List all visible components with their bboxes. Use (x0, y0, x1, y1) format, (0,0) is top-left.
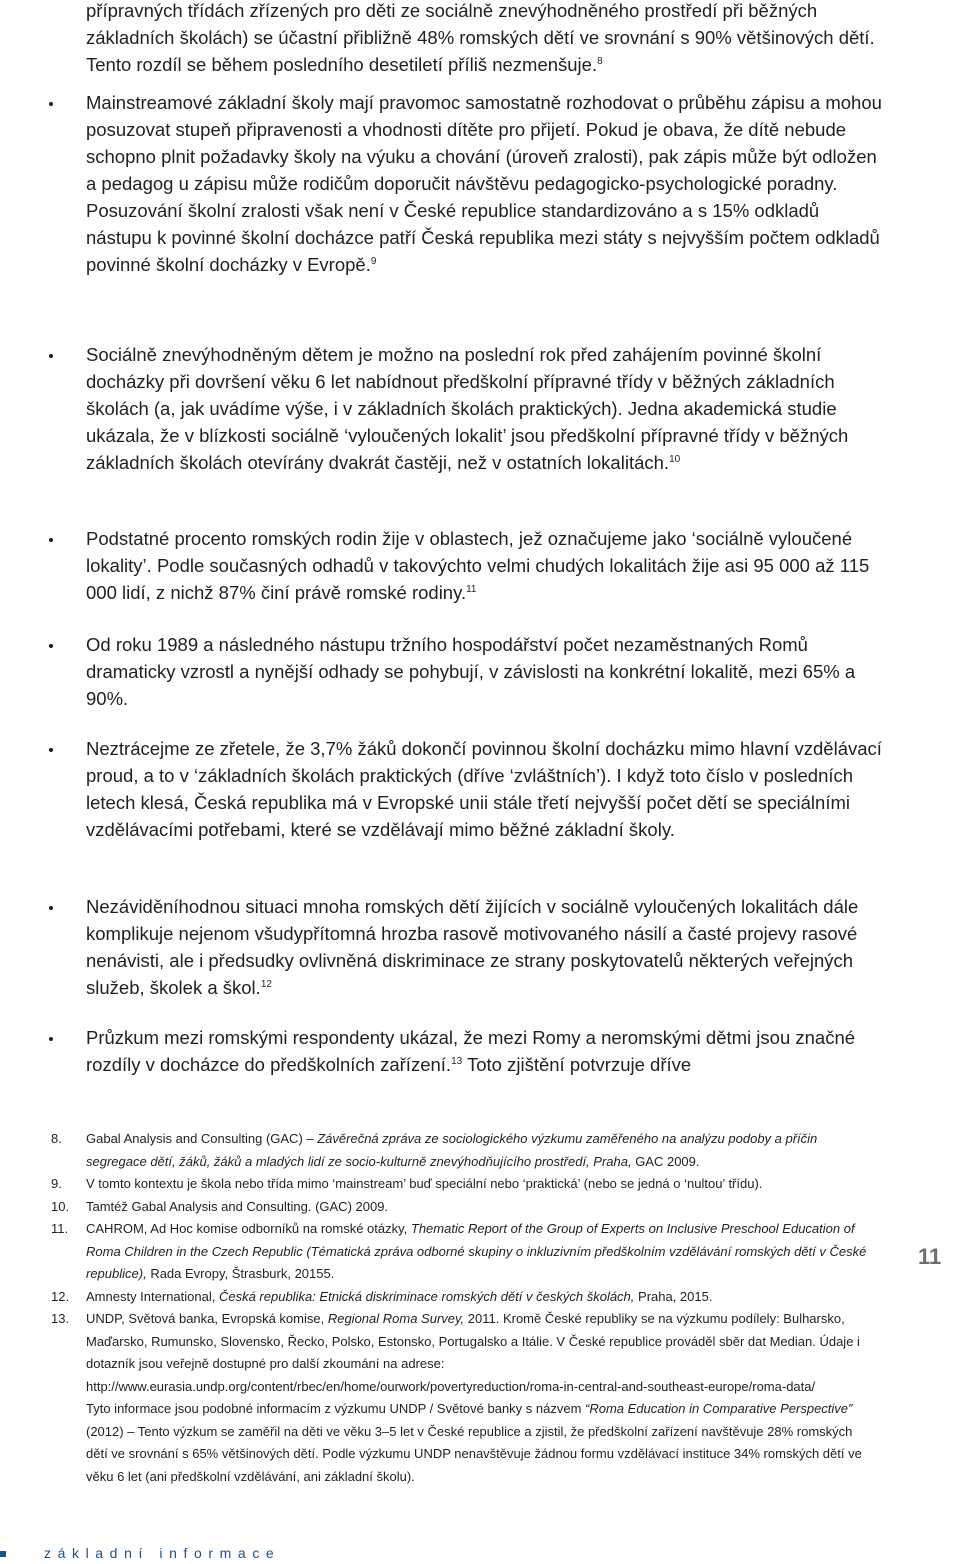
footnote-post: Rada Evropy, Štrasburk, 20155. (146, 1266, 335, 1281)
lead-text: přípravných třídách zřízených pro děti ze sociálně znevýhodněného prostředí při běžných základních školách) se účastní přibližně 48% romských dětí ve srovnání s 90% většinových dětí. Tento rozdíl se během posledního desetiletí příliš nezmenšuje. (86, 0, 875, 75)
footnote-9 (0, 1173, 960, 1196)
footnote-text (86, 1308, 876, 1488)
footnote-post: Praha, 2015. (634, 1288, 713, 1304)
footnote-extra-post: (2012) – Tento výzkum se zaměřil na děti ve věku 3–5 let v České republice a zjistil, že předškolní zařízení navštěvuje 28% romských dětí ve srovnání s 65% většinových dětí. Podle výzkumu UNDP nenavštěvuje žádnou formu vzdělávací instituce 34% romských dětí ve věku 6 let (ani předškolní vzdělávání, ani základní školu). (86, 1423, 862, 1484)
footnote-number: 9. (51, 1176, 62, 1191)
footnote-italic: Závěrečná zpráva ze sociologického výzkumu zaměřeného na analýzu podoby a příčin segregace dětí, žáků, žáků a mladých lidí ze socio-kulturně znevýhodňujícího prostředí, Praha, (86, 1131, 818, 1169)
bullet-text (86, 631, 886, 712)
bullet-text (86, 341, 886, 476)
footer-marker-icon (0, 1551, 6, 1557)
footnote-italic: Thematic Report of the Group of Experts on Inclusive Preschool Education of Roma Children in the Czech Republic (Tématická zpráva odborné skupiny o inkluzivním předškolním vzdělávání romských dětí v České republice), (86, 1221, 867, 1281)
lead-paragraph (86, 0, 886, 78)
bullet-icon (49, 538, 53, 542)
footnote-8 (0, 1128, 960, 1173)
bullet-body: Podstatné procento romských rodin žije v oblastech, jež označujeme jako ‘sociálně vyloučené lokality’. Podle současných odhadů v takovýchto velmi chudých lokalitách žije asi 95 000 až 115 000 lidí, z nichž 87% činí právě romské rodiny. (86, 528, 870, 603)
bullet-body: Nezáviděníhodnou situaci mnoha romských dětí žijících v sociálně vyloučených lokalitách dále komplikuje nejenom všudypřítomná hrozba rasově motivovaného násilí a časté projevy rasové nenávisti, ale i předsudky ovlivněná diskriminace ze strany poskytovatelů některých veřejných služeb, školek a škol. (86, 896, 859, 998)
bullet-icon (49, 906, 53, 910)
bullet-icon (49, 102, 53, 106)
page-number: 11 (918, 1244, 942, 1269)
footnote-ref: 9 (370, 255, 377, 267)
bullet-text (86, 1024, 886, 1078)
footnote-10 (0, 1196, 960, 1219)
footnote-number: 11. (51, 1221, 69, 1236)
footnote-post: 2011. Kromě České republiky se na výzkumu podílely: Bulharsko, Maďarsko, Rumunsko, Slovensko, Řecko, Polsko, Estonsko, Portugalsko a Itálie. V České republice prováděl sběr dat Median. Údaje i dotazník jsou veřejně dostupné pro další zkoumání na adrese: http://www.eurasia.undp.org/content/rbec/en/home/ourwork/povertyreduction/roma-in-central-and-southeast-europe/roma-data/ (86, 1311, 860, 1394)
bullet-text (86, 735, 886, 843)
footnote-pre: Gabal Analysis and Consulting (GAC) – (86, 1131, 318, 1146)
footnote-pre: Amnesty International, (86, 1288, 219, 1304)
footnote-number: 12. (51, 1288, 70, 1304)
footnote-extra-italic: “Roma Education in Comparative Perspective” (585, 1401, 853, 1416)
footnote-post: GAC 2009. (631, 1153, 700, 1169)
footnote-text (86, 1286, 876, 1309)
footer-section-label: základní informace (44, 1545, 281, 1561)
footnote-number: 8. (51, 1131, 62, 1146)
bullet-icon (49, 748, 53, 752)
bullet-body: Od roku 1989 a následného nástupu tržního hospodářství počet nezaměstnaných Romů dramaticky vzrostl a nynější odhady se pohybují, v závislosti na konkrétní lokalitě, mezi 65% a 90%. (86, 634, 856, 709)
footnote-ref: 13 (451, 1055, 463, 1067)
bullet-text (86, 893, 886, 1001)
bullet-body: Mainstreamové základní školy mají pravomoc samostatně rozhodovat o průběhu zápisu a mohou posuzovat stupeň připravenosti a vhodnosti dítěte pro přijetí. Pokud je obava, že dítě nebude schopno plnit požadavky školy na výuku a chování (úroveň zralosti), pak zápis může být odložen a pedagog u zápisu může rodičům doporučit návštěvu pedagogicko-psychologické poradny. Posuzování školní zralosti však není v České republice standardizováno a s 15% odkladů nástupu k povinné školní docházce patří Česká republika mezi státy s nejvyšším počtem odkladů povinné školní docházky v Evropě. (86, 92, 882, 275)
footnote-extra-pre: Tyto informace jsou podobné informacím z výzkumu UNDP / Světové banky s názvem (86, 1401, 586, 1416)
footnote-italic: Regional Roma Survey, (327, 1311, 465, 1326)
bullet-icon (49, 1037, 53, 1041)
footnote-text (86, 1196, 876, 1219)
footnote-11 (0, 1218, 960, 1286)
footnote-ref: 11 (466, 583, 477, 595)
bullet-body: Průzkum mezi romskými respondenty ukázal, že mezi Romy a neromskými dětmi jsou značné rozdíly v docházce do předškolních zařízení. (86, 1027, 856, 1075)
footnote-ref: 10 (669, 453, 681, 465)
footnote-text (86, 1218, 876, 1286)
footnote-13 (0, 1308, 960, 1488)
bullet-text (86, 89, 886, 278)
bullet-body: Sociálně znevýhodněným dětem je možno na poslední rok před zahájením povinné školní docházky při dovršení věku 6 let nabídnout předškolní přípravné třídy v běžných základních školách (a, jak uvádíme výše, i v základních školách praktických). Jedna akademická studie ukázala, že v blízkosti sociálně ‘vyloučených lokalit’ jsou předškolní přípravné třídy v běžných základních školách otevírány dvakrát častěji, než v ostatních lokalitách. (86, 344, 849, 473)
footnote-number: 10. (51, 1198, 70, 1214)
bullet-icon (49, 354, 53, 358)
footnote-text (86, 1128, 876, 1173)
bullet-text (86, 525, 886, 606)
bullet-icon (49, 644, 53, 648)
footnote-ref: 12 (260, 978, 272, 990)
footnote-pre: V tomto kontextu je škola nebo třída mimo ‘mainstream’ buď speciální nebo ‘praktická’ (nebo se jedná o ‘nultou’ třídu). (86, 1176, 763, 1191)
footnote-number: 13. (51, 1311, 70, 1326)
footnote-ref: 8 (597, 55, 603, 67)
footnote-pre: CAHROM, Ad Hoc komise odborníků na romské otázky, (86, 1221, 411, 1236)
footnote-pre: UNDP, Světová banka, Evropská komise, (86, 1311, 328, 1326)
footnotes (0, 1128, 960, 1488)
footnote-12 (0, 1286, 960, 1309)
bullet-body: Neztrácejme ze zřetele, že 3,7% žáků dokončí povinnou školní docházku mimo hlavní vzdělávací proud, a to v ‘základních školách praktických (dříve ‘zvláštních’). I když toto číslo v posledních letech klesá, Česká republika má v Evropské unii stále třetí nejvyšší počet dětí se speciálními vzdělávacími potřebami, které se vzdělávají mimo běžné základní školy. (86, 738, 882, 840)
footnote-text (86, 1173, 876, 1196)
bullet-tail: Toto zjištění potvrzuje dříve (462, 1054, 692, 1075)
footnote-pre: Tamtéž Gabal Analysis and Consulting. (GAC) 2009. (86, 1198, 389, 1214)
footnote-italic: Česká republika: Etnická diskriminace romských dětí v českých školách, (218, 1288, 635, 1304)
